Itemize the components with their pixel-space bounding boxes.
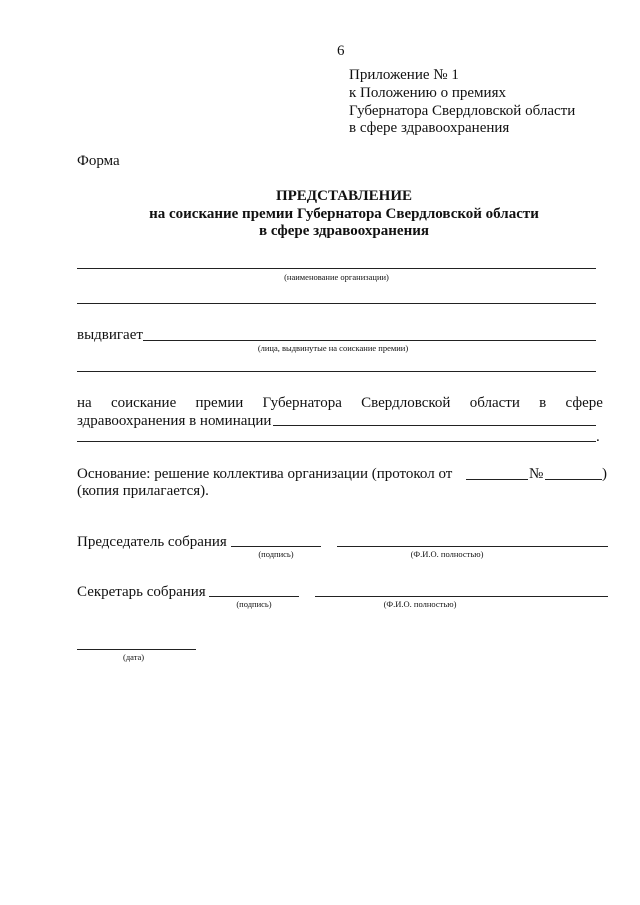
nominates-label: выдвигает — [77, 327, 143, 343]
nominees-caption: (лица, выдвинутые на соискание премии) — [257, 343, 409, 353]
protocol-number-line[interactable] — [545, 479, 602, 480]
secretary-signature-caption: (подпись) — [236, 599, 272, 609]
document-title: ПРЕДСТАВЛЕНИЕ — [275, 188, 413, 204]
appendix-line-1: Приложение № 1 — [349, 67, 459, 83]
nomination-word: сфере — [565, 395, 603, 411]
chairman-signature-line[interactable] — [231, 546, 321, 547]
protocol-date-line[interactable] — [466, 479, 528, 480]
nomination-word: премии — [195, 395, 244, 411]
nomination-word: области — [469, 395, 520, 411]
date-caption: (дата) — [123, 652, 145, 662]
document-subtitle-2: в сфере здравоохранения — [259, 223, 429, 239]
secretary-name-line[interactable] — [315, 596, 608, 597]
document-subtitle-1: на соискание премии Губернатора Свердловской области — [149, 206, 539, 222]
chairman-name-line[interactable] — [337, 546, 608, 547]
nomination-word: соискание — [110, 395, 177, 411]
appendix-line-3: Губернатора Свердловской области — [349, 103, 576, 119]
nomination-field-line[interactable] — [273, 425, 596, 426]
basis-text: Основание: решение коллектива организации (протокол от — [77, 466, 453, 482]
appendix-line-2: к Положению о премиях — [349, 85, 506, 101]
page-number: 6 — [337, 43, 345, 59]
chairman-label: Председатель собрания — [77, 534, 227, 550]
nominees-line[interactable] — [143, 340, 596, 341]
appendix-line-4: в сфере здравоохранения — [349, 120, 510, 136]
secretary-label: Секретарь собрания — [77, 584, 206, 600]
chairman-name-caption: (Ф.И.О. полностью) — [410, 549, 484, 559]
basis-close-paren: ) — [602, 466, 607, 482]
nomination-word: в — [539, 395, 547, 411]
nomination-word: Губернатора — [262, 395, 342, 411]
nomination-text-line-2: здравоохранения в номинации — [77, 413, 272, 429]
nomination-field-line-2[interactable] — [77, 441, 596, 442]
nomination-period: . — [596, 429, 600, 445]
form-label: Форма — [77, 153, 120, 169]
basis-copy-note: (копия прилагается). — [77, 483, 209, 499]
number-sign: № — [529, 466, 544, 482]
organization-caption: (наименование организации) — [284, 272, 389, 282]
secretary-signature-line[interactable] — [209, 596, 299, 597]
organization-name-line[interactable] — [77, 268, 596, 269]
nominees-line-2[interactable] — [77, 371, 596, 372]
date-line[interactable] — [77, 649, 196, 650]
nomination-word: на — [77, 395, 92, 411]
chairman-signature-caption: (подпись) — [258, 549, 294, 559]
secretary-name-caption: (Ф.И.О. полностью) — [383, 599, 457, 609]
organization-name-line-2[interactable] — [77, 303, 596, 304]
nomination-text-line-1 — [77, 394, 603, 412]
nomination-word: Свердловской — [361, 395, 451, 411]
